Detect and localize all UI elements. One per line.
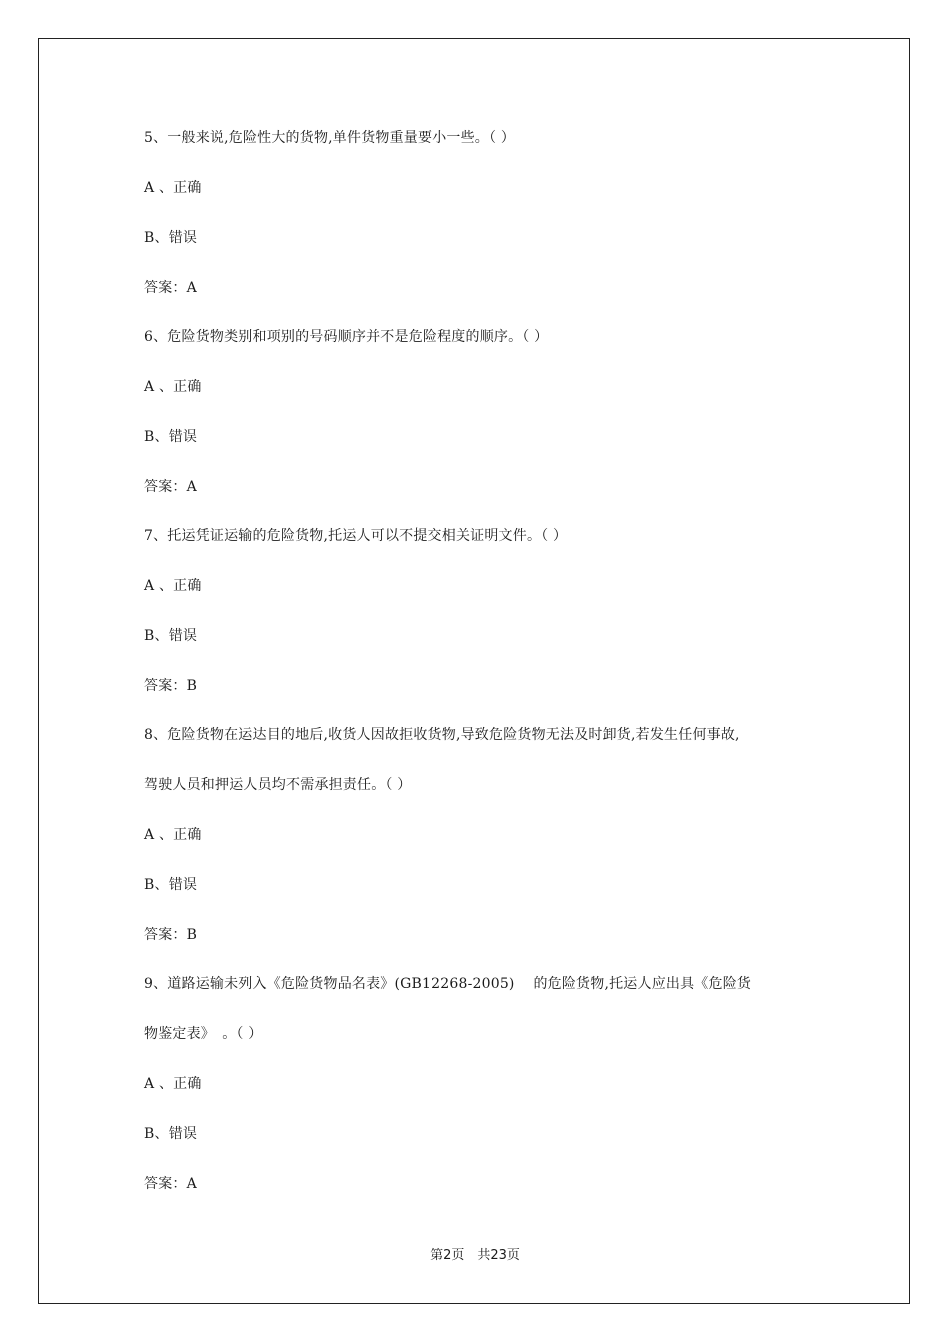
question-8-stem-line-1: 8、危险货物在运达目的地后,收货人因故拒收货物,导致危险货物无法及时卸货,若发生任何事故,: [144, 727, 740, 743]
question-6-answer: 答案：A: [144, 479, 197, 495]
question-8-option-a: A 、正确: [144, 827, 202, 843]
question-9-stem-line-2: 物鉴定表》 。（ ）: [144, 1026, 263, 1042]
question-5-stem: 5、一般来说,危险性大的货物,单件货物重量要小一些。（ ）: [144, 130, 516, 146]
page-number-footer: 第2页 共23页: [430, 1248, 520, 1263]
question-9-answer: 答案：A: [144, 1176, 197, 1192]
question-5-option-b: B、错误: [144, 230, 198, 246]
question-6-option-a: A 、正确: [144, 379, 202, 395]
question-7-option-a: A 、正确: [144, 578, 202, 594]
question-8-answer: 答案：B: [144, 927, 198, 943]
question-5-answer: 答案：A: [144, 280, 197, 296]
question-6-stem: 6、危险货物类别和项别的号码顺序并不是危险程度的顺序。（ ）: [144, 329, 549, 345]
question-9-stem-line-1: 9、道路运输未列入《危险货物品名表》(GB12268-2005) 的危险货物,托运人应出具《危险货: [144, 976, 752, 992]
question-9-option-a: A 、正确: [144, 1076, 202, 1092]
question-7-stem: 7、托运凭证运输的危险货物,托运人可以不提交相关证明文件。（ ）: [144, 528, 568, 544]
question-8-option-b: B、错误: [144, 877, 198, 893]
question-8-stem-line-2: 驾驶人员和押运人员均不需承担责任。（ ）: [144, 777, 412, 793]
question-5-option-a: A 、正确: [144, 180, 202, 196]
question-7-answer: 答案：B: [144, 678, 198, 694]
question-7-option-b: B、错误: [144, 628, 198, 644]
question-6-option-b: B、错误: [144, 429, 198, 445]
question-9-option-b: B、错误: [144, 1126, 198, 1142]
